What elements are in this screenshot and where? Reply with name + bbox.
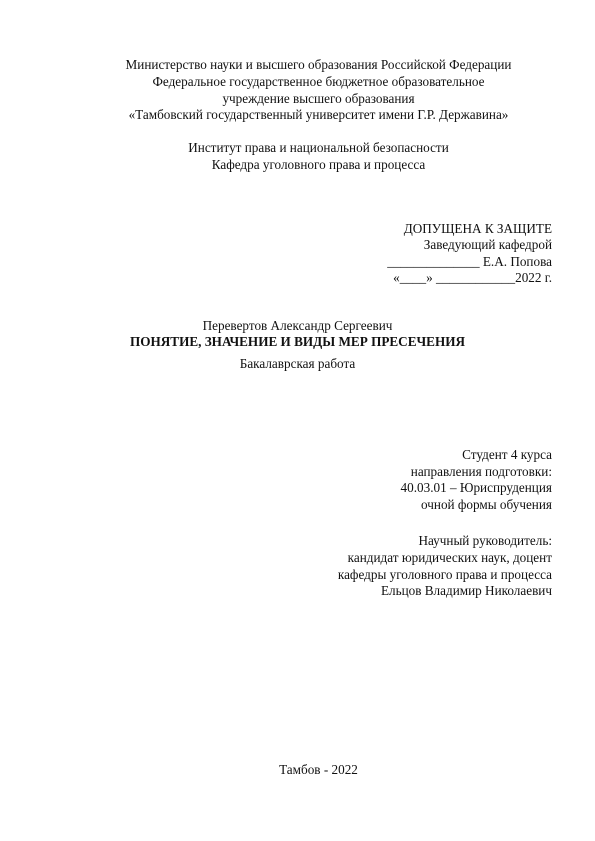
supervisor-label: Научный руководитель: (418, 533, 552, 548)
approval-title: ДОПУЩЕНА К ЗАЩИТЕ (403, 221, 552, 236)
department-line: Кафедра уголовного права и процесса (211, 157, 426, 172)
supervisor-name: Ельцов Владимир Николаевич (380, 583, 552, 598)
study-form: очной формы обучения (421, 497, 552, 512)
institution-type-line-2: учреждение высшего образования (222, 91, 415, 106)
city-year: Тамбов - 2022 (279, 762, 358, 777)
approval-date-line: «____» ____________2022 г. (393, 270, 552, 285)
direction-label: направления подготовки: (410, 464, 552, 479)
approval-position: Заведующий кафедрой (423, 237, 552, 252)
work-title: ПОНЯТИЕ, ЗНАЧЕНИЕ И ВИДЫ МЕР ПРЕСЕЧЕНИЯ (129, 334, 466, 349)
direction-code: 40.03.01 – Юриспруденция (400, 480, 552, 495)
author-name: Перевертов Александр Сергеевич (202, 318, 393, 333)
supervisor-department: кафедры уголовного права и процесса (337, 567, 552, 582)
institute-line: Институт права и национальной безопасности (188, 140, 449, 155)
work-type: Бакалаврская работа (239, 356, 356, 371)
ministry-line: Министерство науки и высшего образования Российской Федерации (125, 57, 512, 72)
university-line: «Тамбовский государственный университет имени Г.Р. Державина» (128, 107, 509, 122)
supervisor-degree: кандидат юридических наук, доцент (347, 550, 552, 565)
approval-signature-line: ______________ Е.А. Попова (387, 254, 552, 269)
institution-type-line: Федеральное государственное бюджетное образовательное (152, 74, 485, 89)
student-course: Студент 4 курса (462, 447, 552, 462)
